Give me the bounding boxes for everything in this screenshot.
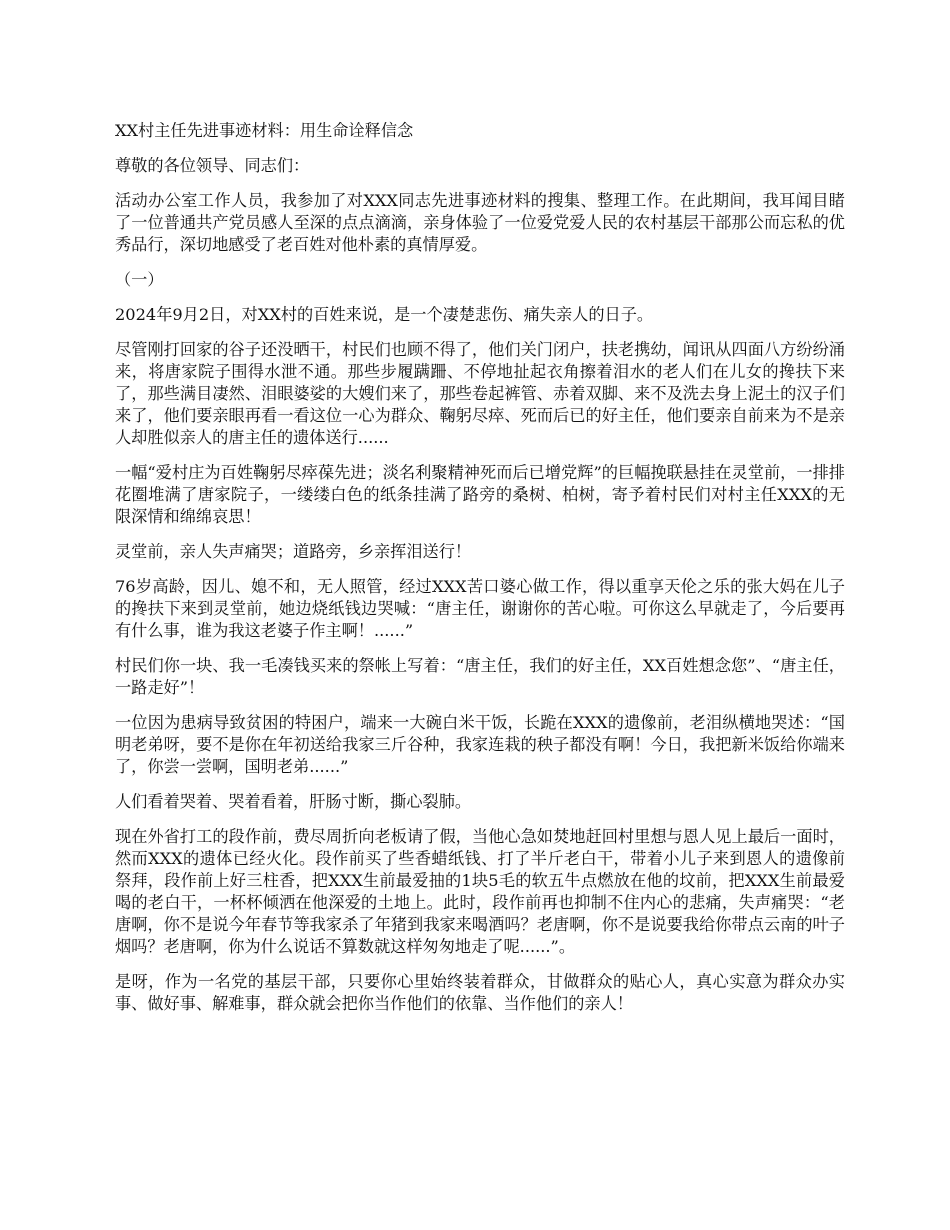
body-paragraph: 尽管刚打回家的谷子还没晒干，村民们也顾不得了，他们关门闭户，扶老携幼，闻讯从四面八方纷纷涌来，将唐家院子围得水泄不通。那些步履蹒跚、不停地扯起衣角擦着泪水的老人们在儿女的搀扶下来了，那些满目凄然、泪眼婆娑的大嫂们来了，那些卷起裤管、赤着双脚、来不及洗去身上泥土的汉子们来了，他们要亲眼再看一看这位一心为群众、鞠躬尽瘁、死而后已的好主任，他们要亲自前来为不是亲人却胜似亲人的唐主任的遗体送行...... — [115, 340, 845, 447]
body-paragraph: 2024年9月2日，对XX村的百姓来说，是一个凄楚悲伤、痛失亲人的日子。 — [115, 305, 654, 324]
body-paragraph: 现在外省打工的段作前，费尽周折向老板请了假，当他心急如焚地赶回村里想与恩人见上最后一面时，然而XXX的遗体已经火化。段作前买了些香蜡纸钱、打了半斤老白干，带着小儿子来到恩人的遗像前祭拜，段作前上好三柱香，把XXX生前最爱抽的1块5毛的软五牛点燃放在他的坟前，把XXX生前最爱喝的老白干，一杯杯倾洒在他深爱的土地上。此时，段作前再也抑制不住内心的悲痛，失声痛哭：“老唐啊，你不是说今年春节等我家杀了年猪到我家来喝酒吗？老唐啊，你不是说要我给你带点云南的叶子烟吗？老唐啊，你为什么说话不算数就这样匆匆地走了呢......”。 — [115, 827, 845, 956]
body-paragraph: 村民们你一块、我一毛凑钱买来的祭帐上写着：“唐主任，我们的好主任，XX百姓想念您”、“唐主任，一路走好”！ — [115, 656, 845, 697]
body-paragraph: 人们看着哭着、哭着看着，肝肠寸断，撕心裂肺。 — [115, 792, 472, 811]
document-title: XX村主任先进事迹材料：用生命诠释信念 — [115, 121, 414, 140]
body-paragraph: 76岁高龄，因儿、媳不和，无人照管，经过XXX苦口婆心做工作，得以重享天伦之乐的张大妈在儿子的搀扶下来到灵堂前，她边烧纸钱边哭喊：“唐主任，谢谢你的苦心啦。可你这么早就走了，今后要再有什么事，谁为我这老婆子作主啊！......” — [115, 577, 845, 640]
salutation-paragraph: 尊敬的各位领导、同志们： — [115, 156, 310, 175]
body-paragraph: 一位因为患病导致贫困的特困户，端来一大碗白米干饭，长跪在XXX的遗像前，老泪纵横地哭述：“国明老弟呀，要不是你在年初送给我家三斤谷种，我家连栽的秧子都没有啊！今日，我把新米饭给你端来了，你尝一尝啊，国明老弟......” — [115, 713, 845, 776]
document-page — [115, 120, 845, 1028]
section-heading: （一） — [115, 270, 164, 289]
body-paragraph: 一幅“爱村庄为百姓鞠躬尽瘁葆先进；淡名利聚精神死而后已增党辉”的巨幅挽联悬挂在灵堂前，一排排花圈堆满了唐家院子，一缕缕白色的纸条挂满了路旁的桑树、柏树，寄予着村民们对村主任XXX的无限深情和绵绵哀思！ — [115, 463, 845, 526]
body-paragraph: 灵堂前，亲人失声痛哭；道路旁，乡亲挥泪送行！ — [115, 542, 472, 561]
body-paragraph: 是呀，作为一名党的基层干部，只要你心里始终装着群众，甘做群众的贴心人，真心实意为群众办实事、做好事、解难事，群众就会把你当作他们的依靠、当作他们的亲人！ — [115, 972, 845, 1013]
body-paragraph: 活动办公室工作人员，我参加了对XXX同志先进事迹材料的搜集、整理工作。在此期间，我耳闻目睹了一位普通共产党员感人至深的点点滴滴，亲身体验了一位爱党爱人民的农村基层干部那公而忘私的优秀品行，深切地感受了老百姓对他朴素的真情厚爱。 — [115, 191, 845, 254]
